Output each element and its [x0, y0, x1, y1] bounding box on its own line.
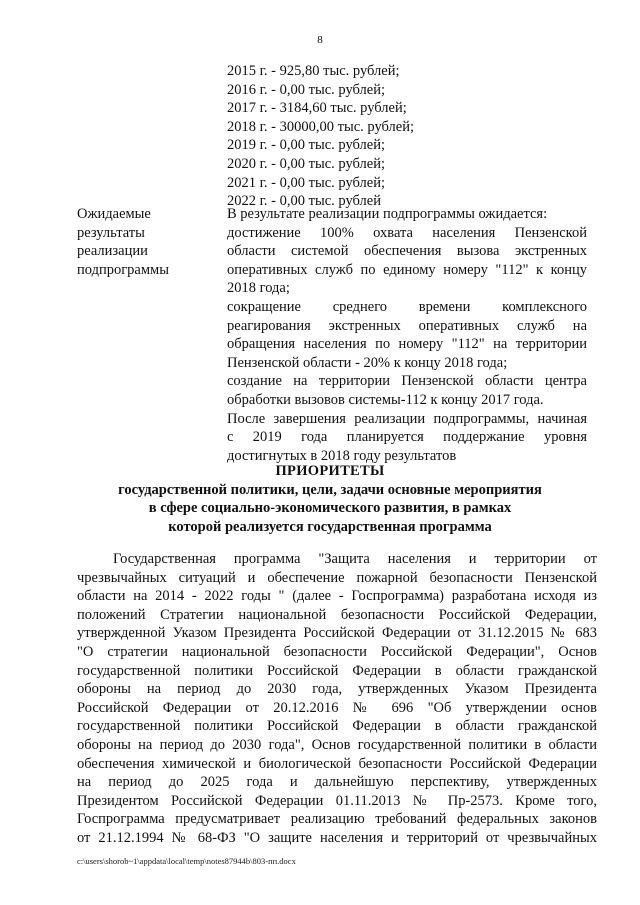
funding-line: 2015 г. - 925,80 тыс. рублей;: [227, 63, 400, 79]
body-line: Государственная программа "Защита населения и территории от: [113, 551, 597, 567]
result-line: обращения населения по номеру "112" на территории: [227, 336, 587, 353]
result-line: создание на территории Пензенской области центра: [227, 373, 587, 390]
result-line: достигнутых в 2018 году результатов: [227, 447, 457, 464]
funding-by-year: [227, 62, 587, 211]
section-heading: [60, 462, 600, 536]
label-line: реализации: [77, 243, 148, 260]
expected-results-label: [77, 205, 217, 279]
heading-line: государственной политики, цели, задачи основные мероприятия: [118, 481, 542, 498]
funding-line: 2017 г. - 3184,60 тыс. рублей;: [227, 100, 407, 117]
result-line: обработки вызовов системы-112 к концу 2017 года.: [227, 391, 544, 408]
label-line: подпрограммы: [77, 261, 169, 278]
funding-line: 2018 г. - 30000,00 тыс. рублей;: [227, 118, 414, 135]
heading-title: ПРИОРИТЕТЫ: [275, 463, 385, 479]
file-path-footer: c:\users\shorob~1\appdata\local\temp\notes87944b\803-пп.docx: [77, 856, 296, 866]
body-line: обороны на период до 2030 года, утвержденных Указом Президента: [77, 681, 597, 698]
body-line: "О стратегии национальной безопасности Российской Федерации", Основ: [77, 643, 597, 660]
body-line: Российской Федерации от 20.12.2016 № 696 "Об утверждении основ: [77, 699, 597, 716]
result-line: оперативных служб по единому номеру "112" к концу: [227, 261, 587, 278]
result-line: В результате реализации подпрограммы ожидается:: [227, 206, 548, 222]
body-line: положений Стратегии национальной безопасности Российской Федерации,: [77, 606, 597, 623]
label-line: результаты: [77, 224, 145, 241]
body-line: чрезвычайных ситуаций и обеспечение пожарной безопасности Пензенской: [77, 569, 597, 586]
result-line: Пензенской области - 20% к концу 2018 года;: [227, 354, 508, 371]
result-line: сокращение среднего времени комплексного: [227, 298, 587, 315]
body-line: области на 2014 - 2022 годы " (далее - Госпрограмма) разработана исходя из: [77, 588, 597, 605]
heading-line: которой реализуется государственная программа: [168, 518, 492, 535]
page-number: 8: [317, 34, 323, 46]
label-line: Ожидаемые: [77, 206, 151, 222]
funding-line: 2016 г. - 0,00 тыс. рублей;: [227, 81, 385, 98]
result-line: области системой обеспечения вызова экстренных: [227, 243, 587, 260]
result-line: реагирования экстренных оперативных служб на: [227, 317, 587, 334]
body-line: обеспечения химической и биологической безопасности Российской Федерации: [77, 755, 597, 772]
funding-line: 2019 г. - 0,00 тыс. рублей;: [227, 137, 385, 154]
result-line: с 2019 года планируется поддержание уровня: [227, 429, 587, 446]
body-line: Президентом Российской Федерации 01.11.2013 № Пр-2573. Кроме того,: [77, 792, 597, 809]
expected-results-text: [227, 205, 587, 465]
body-line: государственной политики Российской Федерации в области гражданской: [77, 662, 597, 679]
body-line: от 21.12.1994 № 68-ФЗ "О защите населения и территорий от чрезвычайных: [77, 829, 597, 846]
body-line: Госпрограмма предусматривает реализацию требований федеральных законов: [77, 811, 597, 828]
body-line: государственной политики Российской Федерации в области гражданской: [77, 718, 597, 735]
funding-line: 2022 г. - 0,00 тыс. рублей: [227, 193, 381, 210]
body-paragraph: [77, 550, 597, 848]
result-line: После завершения реализации подпрограммы, начиная: [227, 410, 587, 427]
funding-line: 2020 г. - 0,00 тыс. рублей;: [227, 155, 385, 172]
heading-line: в сфере социально-экономического развития, в рамках: [148, 500, 512, 517]
result-line: достижение 100% охвата населения Пензенской: [227, 224, 587, 241]
body-line: утвержденной Указом Президента Российской Федерации от 31.12.2015 № 683: [77, 625, 597, 642]
result-line: 2018 года;: [227, 280, 290, 297]
funding-line: 2021 г. - 0,00 тыс. рублей;: [227, 174, 385, 191]
body-line: на период до 2025 года и дальнейшую перспективу, утвержденных: [77, 774, 597, 791]
body-line: обороны на период до 2030 года", Основ государственной политики в области: [77, 736, 597, 753]
